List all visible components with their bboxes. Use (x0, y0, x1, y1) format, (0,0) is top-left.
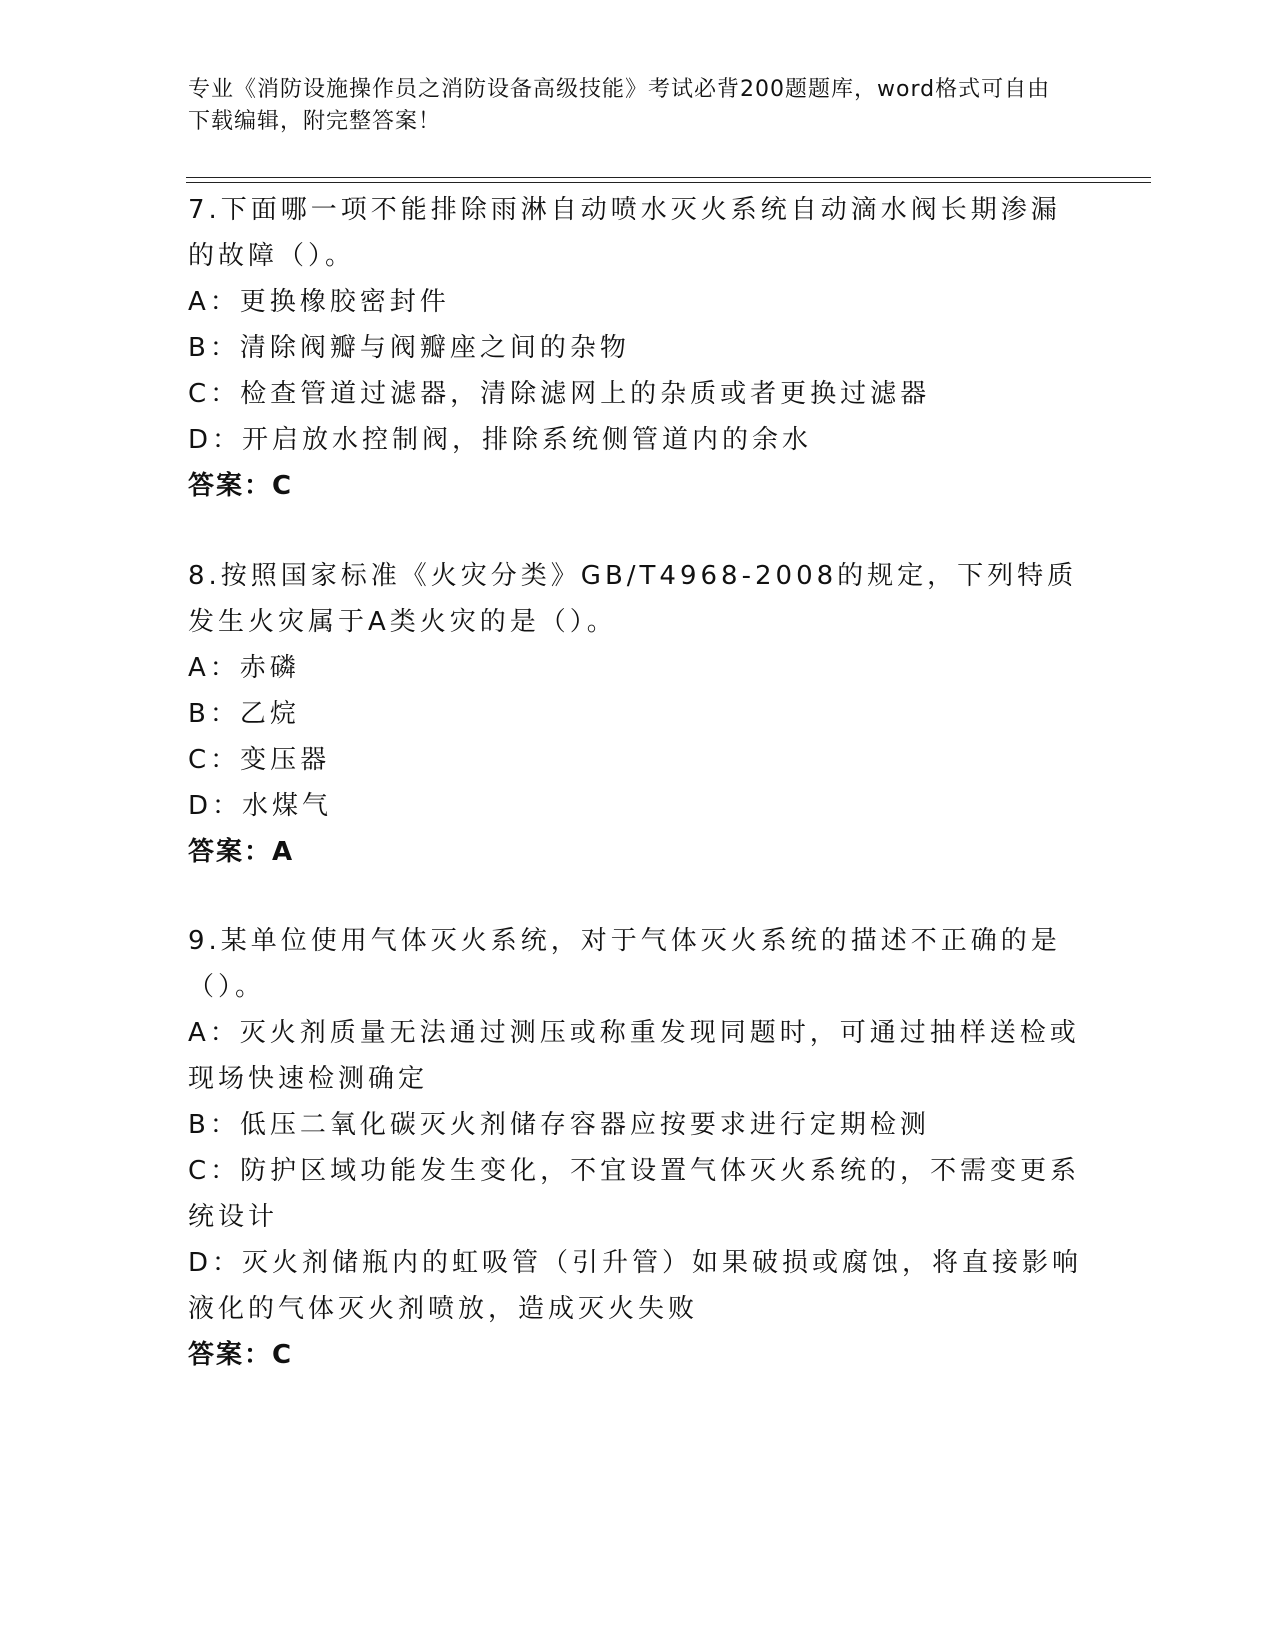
option-d: D：灭火剂储瓶内的虹吸管（引升管）如果破损或腐蚀，将直接影响液化的气体灭火剂喷放，造成灭火失败 (188, 1248, 1083, 1324)
option-c: C：检查管道过滤器，清除滤网上的杂质或者更换过滤器 (188, 379, 931, 409)
option-d: D：开启放水控制阀，排除系统侧管道内的余水 (188, 425, 813, 455)
answer: 答案：C (188, 1340, 294, 1370)
option-b: B：清除阀瓣与阀瓣座之间的杂物 (188, 333, 630, 363)
option-c: C：防护区域功能发生变化，不宜设置气体灭火系统的，不需变更系统设计 (188, 1156, 1081, 1232)
option-c: C：变压器 (188, 745, 331, 775)
question-stem: 8.按照国家标准《火灾分类》GB/T4968-2008的规定，下列特质发生火灾属于A类火灾的是（）。 (188, 561, 1078, 637)
question-stem: 9.某单位使用气体灭火系统，对于气体灭火系统的描述不正确的是（）。 (188, 926, 1061, 1002)
option-a: A：灭火剂质量无法通过测压或称重发现同题时，可通过抽样送检或现场快速检测确定 (188, 1018, 1080, 1094)
option-b: B：乙烷 (188, 699, 300, 729)
question-9 (188, 918, 1088, 1378)
question-stem: 7.下面哪一项不能排除雨淋自动喷水灭火系统自动滴水阀长期渗漏的故障（）。 (188, 195, 1061, 271)
question-7 (188, 187, 1088, 509)
option-d: D：水煤气 (188, 791, 333, 821)
header-divider-bottom (186, 182, 1151, 183)
answer: 答案：A (188, 837, 295, 867)
option-a: A：赤磷 (188, 653, 300, 683)
option-b: B：低压二氧化碳灭火剂储存容器应按要求进行定期检测 (188, 1110, 930, 1140)
question-8 (188, 553, 1088, 875)
document-header: 专业《消防设施操作员之消防设备高级技能》考试必背200题题库，word格式可自由下载编辑，附完整答案！ (188, 77, 1051, 134)
header-divider-top (186, 177, 1151, 178)
option-a: A：更换橡胶密封件 (188, 287, 450, 317)
answer: 答案：C (188, 471, 294, 501)
